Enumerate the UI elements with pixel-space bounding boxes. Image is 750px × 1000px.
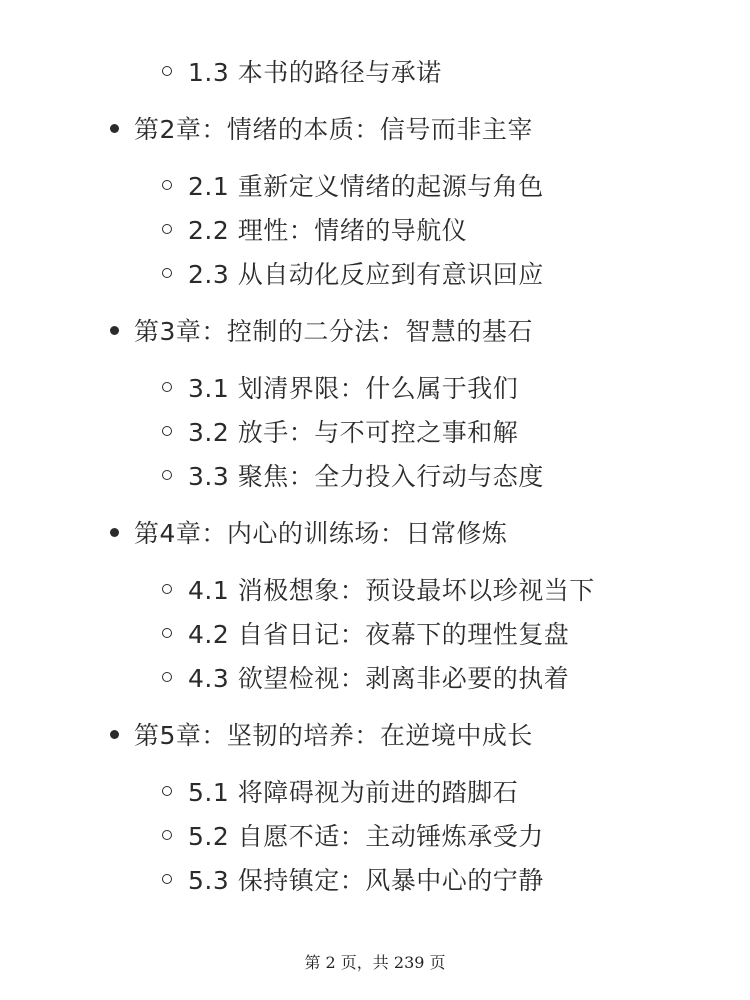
toc-section-label: 3.3 聚焦：全力投入行动与态度 [188, 462, 544, 491]
toc-chapter-label: 第3章：控制的二分法：智慧的基石 [134, 317, 533, 346]
toc-section-label: 1.3 本书的路径与承诺 [188, 58, 442, 87]
toc-section-label: 5.1 将障碍视为前进的踏脚石 [188, 778, 519, 807]
hollow-bullet-icon [162, 830, 172, 840]
hollow-bullet-icon [162, 180, 172, 190]
hollow-bullet-icon [162, 786, 172, 796]
filled-bullet-icon [110, 326, 119, 335]
hollow-bullet-icon [162, 584, 172, 594]
toc-section-label: 4.1 消极想象：预设最坏以珍视当下 [188, 576, 595, 605]
page-number-footer: 第 2 页，共 239 页 [304, 953, 446, 972]
toc-section-label: 5.3 保持镇定：风暴中心的宁静 [188, 866, 544, 895]
hollow-bullet-icon [162, 268, 172, 278]
hollow-bullet-icon [162, 66, 172, 76]
hollow-bullet-icon [162, 628, 172, 638]
hollow-bullet-icon [162, 224, 172, 234]
filled-bullet-icon [110, 730, 119, 739]
toc-section-label: 2.1 重新定义情绪的起源与角色 [188, 172, 544, 201]
toc-section-label: 2.2 理性：情绪的导航仪 [188, 216, 468, 245]
hollow-bullet-icon [162, 874, 172, 884]
toc-section-label: 3.1 划清界限：什么属于我们 [188, 374, 519, 403]
filled-bullet-icon [110, 124, 119, 133]
toc-section-label: 3.2 放手：与不可控之事和解 [188, 418, 519, 447]
hollow-bullet-icon [162, 470, 172, 480]
toc-chapter-label: 第4章：内心的训练场：日常修炼 [134, 519, 508, 548]
hollow-bullet-icon [162, 672, 172, 682]
hollow-bullet-icon [162, 382, 172, 392]
toc-section-label: 2.3 从自动化反应到有意识回应 [188, 260, 544, 289]
toc-section-label: 4.3 欲望检视：剥离非必要的执着 [188, 664, 570, 693]
hollow-bullet-icon [162, 426, 172, 436]
filled-bullet-icon [110, 528, 119, 537]
toc-section-label: 5.2 自愿不适：主动锤炼承受力 [188, 822, 544, 851]
toc-section-label: 4.2 自省日记：夜幕下的理性复盘 [188, 620, 570, 649]
toc-chapter-label: 第5章：坚韧的培养：在逆境中成长 [134, 721, 533, 750]
toc-chapter-label: 第2章：情绪的本质：信号而非主宰 [134, 115, 533, 144]
